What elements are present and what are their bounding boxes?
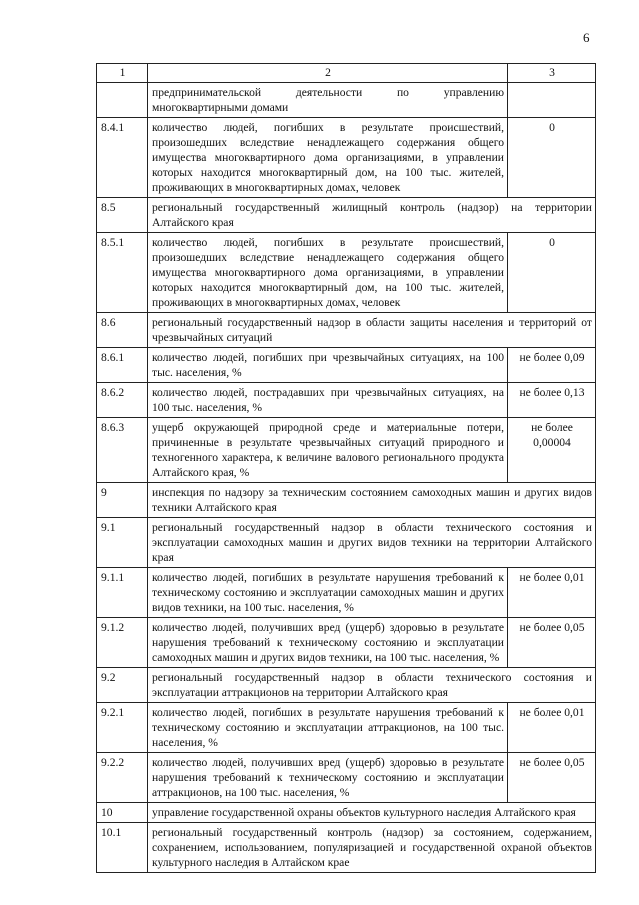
row-description: региональный государственный надзор в области технического состояния и эксплуатации аттракционов на территории Алтайского края: [148, 668, 596, 703]
row-target-value: 0: [508, 233, 596, 313]
row-number: 8.6.2: [97, 383, 148, 418]
table-row: [97, 483, 596, 518]
row-target-value: не более 0,01: [508, 703, 596, 753]
row-target-value: [508, 83, 596, 118]
row-description: количество людей, получивших вред (ущерб) здоровью в результате нарушения требований к техническому состоянию и эксплуатации аттракционов, на 100 тыс. населения, %: [148, 753, 508, 803]
header-col-3: 3: [508, 64, 596, 83]
row-target-value: не более 0,00004: [508, 418, 596, 483]
table-row: [97, 568, 596, 618]
header-col-1: 1: [97, 64, 148, 83]
row-description: количество людей, пострадавших при чрезвычайных ситуациях, на 100 тыс. населения, %: [148, 383, 508, 418]
row-description: региональный государственный надзор в области технического состояния и эксплуатации самоходных машин и других видов техники на территории Алтайского края: [148, 518, 596, 568]
row-number: 8.6.3: [97, 418, 148, 483]
table-row: [97, 753, 596, 803]
table-row: [97, 703, 596, 753]
table-row: [97, 803, 596, 823]
row-description: инспекция по надзору за техническим состоянием самоходных машин и других видов техники Алтайского края: [148, 483, 596, 518]
row-number: 9.2.1: [97, 703, 148, 753]
row-number: 9: [97, 483, 148, 518]
row-description: региональный государственный жилищный контроль (надзор) на территории Алтайского края: [148, 198, 596, 233]
row-number: [97, 83, 148, 118]
row-number: 10.1: [97, 823, 148, 873]
row-number: 9.2.2: [97, 753, 148, 803]
row-description: региональный государственный контроль (надзор) за состоянием, содержанием, сохранением, использованием, популяризацией и государственной охраной объектов культурного наследия в Алтайском крае: [148, 823, 596, 873]
row-description: количество людей, получивших вред (ущерб) здоровью в результате нарушения требований к техническому состоянию и эксплуатации самоходных машин и других видов техники, на 100 тыс. населения, %: [148, 618, 508, 668]
row-description: предпринимательской деятельности по управлению многоквартирными домами: [148, 83, 508, 118]
table-row: [97, 83, 596, 118]
row-description: количество людей, погибших в результате нарушения требований к техническому состоянию и эксплуатации самоходных машин и других видов техники, на 100 тыс. населения, %: [148, 568, 508, 618]
row-description: управление государственной охраны объектов культурного наследия Алтайского края: [148, 803, 596, 823]
row-number: 8.5: [97, 198, 148, 233]
row-number: 9.1.2: [97, 618, 148, 668]
row-target-value: не более 0,13: [508, 383, 596, 418]
table-row: [97, 518, 596, 568]
row-description: количество людей, погибших при чрезвычайных ситуациях, на 100 тыс. населения, %: [148, 348, 508, 383]
row-target-value: не более 0,05: [508, 753, 596, 803]
row-description: количество людей, погибших в результате нарушения требований к техническому состоянию и эксплуатации аттракционов, на 100 тыс. населения, %: [148, 703, 508, 753]
table-row: [97, 118, 596, 198]
row-description: ущерб окружающей природной среде и материальные потери, причиненные в результате чрезвычайных ситуаций природного и техногенного характера, к величине валового регионального продукта Алтайского края, %: [148, 418, 508, 483]
row-description: количество людей, погибших в результате происшествий, произошедших вследствие ненадлежащего содержания общего имущества многоквартирного дома организациями, в управлении которых находится многоквартирный дом, на 100 тыс. жителей, проживающих в многоквартирных домах, человек: [148, 118, 508, 198]
row-number: 10: [97, 803, 148, 823]
table-row: [97, 233, 596, 313]
row-description: количество людей, погибших в результате происшествий, произошедших вследствие ненадлежащего содержания общего имущества многоквартирного дома организациями, в управлении которых находится многоквартирный дом, на 100 тыс. жителей, проживающих в многоквартирных домах, человек: [148, 233, 508, 313]
row-target-value: не более 0,01: [508, 568, 596, 618]
row-number: 9.1: [97, 518, 148, 568]
row-target-value: 0: [508, 118, 596, 198]
table-row: [97, 418, 596, 483]
row-number: 9.2: [97, 668, 148, 703]
row-number: 8.6.1: [97, 348, 148, 383]
table-header-row: [97, 64, 596, 83]
table-row: [97, 668, 596, 703]
table-row: [97, 313, 596, 348]
table-row: [97, 618, 596, 668]
indicators-table: [96, 63, 596, 873]
header-col-2: 2: [148, 64, 508, 83]
table-row: [97, 383, 596, 418]
table-row: [97, 348, 596, 383]
row-description: региональный государственный надзор в области защиты населения и территорий от чрезвычайных ситуаций: [148, 313, 596, 348]
page-number: 6: [583, 30, 590, 45]
row-number: 8.5.1: [97, 233, 148, 313]
row-target-value: не более 0,09: [508, 348, 596, 383]
row-number: 9.1.1: [97, 568, 148, 618]
row-number: 8.6: [97, 313, 148, 348]
table-row: [97, 823, 596, 873]
row-target-value: не более 0,05: [508, 618, 596, 668]
row-number: 8.4.1: [97, 118, 148, 198]
table-row: [97, 198, 596, 233]
